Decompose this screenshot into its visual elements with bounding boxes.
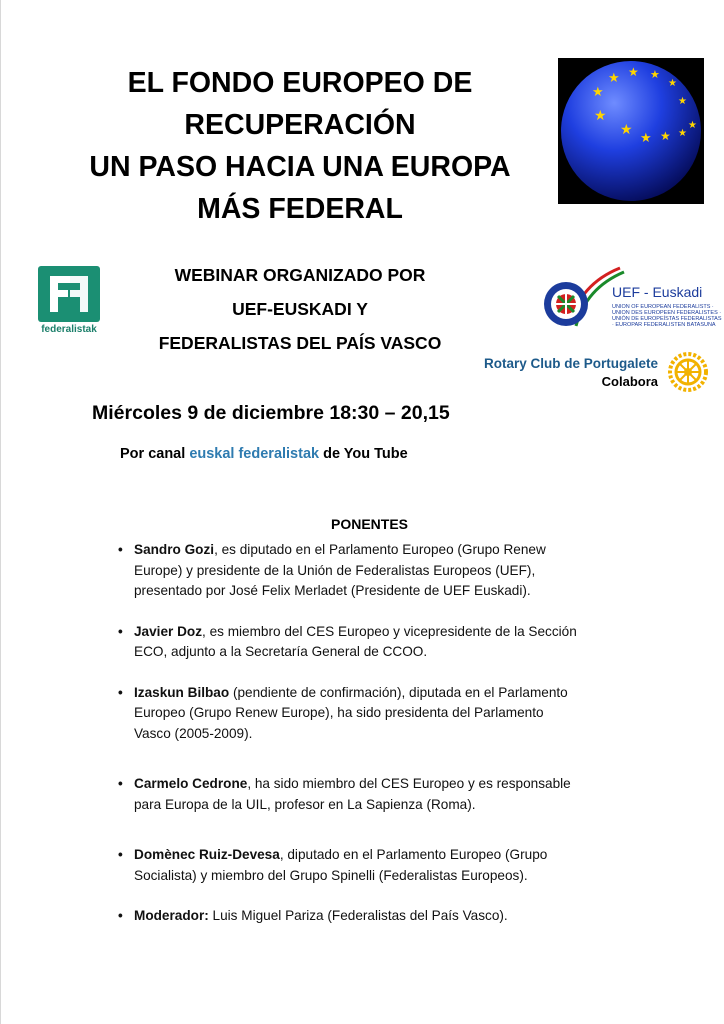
speaker-name: Javier Doz [134,623,203,639]
organizers-line: FEDERALISTAS DEL PAÍS VASCO [158,333,442,353]
svg-text:★: ★ [660,129,671,143]
bullet-icon: • [118,684,123,700]
federalistak-mark-icon [38,266,100,322]
svg-text:★: ★ [678,96,687,107]
svg-text:★: ★ [608,71,620,86]
rotary-name: Rotary Club de Portugalete [483,356,658,371]
speakers-list [112,540,582,927]
speaker-item [112,906,582,927]
channel-prefix: Por canal [120,446,190,462]
bullet-icon: • [118,908,123,923]
page-edge-rule [0,0,1,1024]
event-date-time: Miércoles 9 de diciembre 18:30 – 20,15 [92,402,450,424]
speaker-name: Carmelo Cedrone [134,776,248,791]
speaker-item [112,845,582,886]
event-channel [120,446,408,462]
speaker-desc: , ha sido miembro del CES Europeo y es responsable para Europa de la UIL, profesor en La Sapienza (Roma). [134,776,571,812]
speakers-heading: PONENTES [331,516,409,532]
svg-text:★: ★ [678,128,687,139]
federalistak-wordmark: federalistak [41,324,97,335]
uef-name: UEF - Euskadi [612,284,703,300]
svg-text:★: ★ [688,120,697,131]
svg-text:★: ★ [628,65,639,79]
svg-text:★: ★ [668,78,677,89]
svg-text:★: ★ [640,131,652,146]
bullet-icon: • [118,776,123,791]
speaker-item [112,683,582,745]
channel-suffix: de You Tube [319,446,408,462]
title-line: RECUPERACIÓN [184,109,416,141]
eu-globe-image [558,58,704,204]
bullet-icon: • [118,623,123,639]
uef-subtext: UNION OF EUROPEAN FEDERALISTS · UNION DES EUROPEEN FEDERALISTES · UNIÓN DE EUROPEÍSTAS FEDERALISTAS · EUROPAR FEDERALISTEN BATASUNA [612,304,722,328]
rotary-wheel-icon [668,352,708,392]
uef-euskadi-logo [540,264,720,334]
rotary-role: Colabora [601,374,658,389]
svg-text:★: ★ [592,85,604,100]
title-line: EL FONDO EUROPEO DE [127,67,473,99]
title-line: MÁS FEDERAL [197,193,403,225]
speaker-desc: (pendiente de confirmación), diputada en el Parlamento Europeo (Grupo Renew Europe), ha sido presidenta del Parlamento Vasco (2005-2009). [134,684,568,741]
speaker-name: Sandro Gozi [134,542,215,557]
organizers-heading [130,258,470,360]
speaker-name: Izaskun Bilbao [134,684,230,700]
svg-text:★: ★ [594,108,607,124]
speaker-desc: , es miembro del CES Europeo y vicepresidente de la Sección ECO, adjunto a la Secretaría General de CCOO. [134,623,577,659]
speaker-desc: Luis Miguel Pariza (Federalistas del País Vasco). [208,908,508,923]
speaker-name: Domènec Ruiz-Devesa [134,847,280,862]
title-line: UN PASO HACIA UNA EUROPA [89,151,511,183]
speaker-desc: , es diputado en el Parlamento Europeo (Grupo Renew Europe) y presidente de la Unión de Federalistas Europeos (UEF), presentado por José Felix Merladet (Presidente de UEF Euskadi). [134,542,546,598]
rotary-collaborator [472,352,712,396]
bullet-icon: • [118,542,123,557]
speaker-item [112,774,582,815]
speaker-name: Moderador: [134,908,209,923]
page-title [40,62,560,230]
organizers-line: UEF-EUSKADI Y [232,299,368,319]
channel-link[interactable]: euskal federalistak [189,446,320,462]
speaker-desc: , diputado en el Parlamento Europeo (Grupo Socialista) y miembro del Grupo Spinelli (Federalistas Europeos). [134,847,548,883]
speaker-item [112,540,582,602]
federalistak-logo [36,266,102,335]
bullet-icon: • [118,847,123,862]
svg-text:★: ★ [620,122,633,138]
speaker-item [112,622,582,663]
svg-text:★: ★ [650,68,660,81]
organizers-line: WEBINAR ORGANIZADO POR [174,265,426,285]
